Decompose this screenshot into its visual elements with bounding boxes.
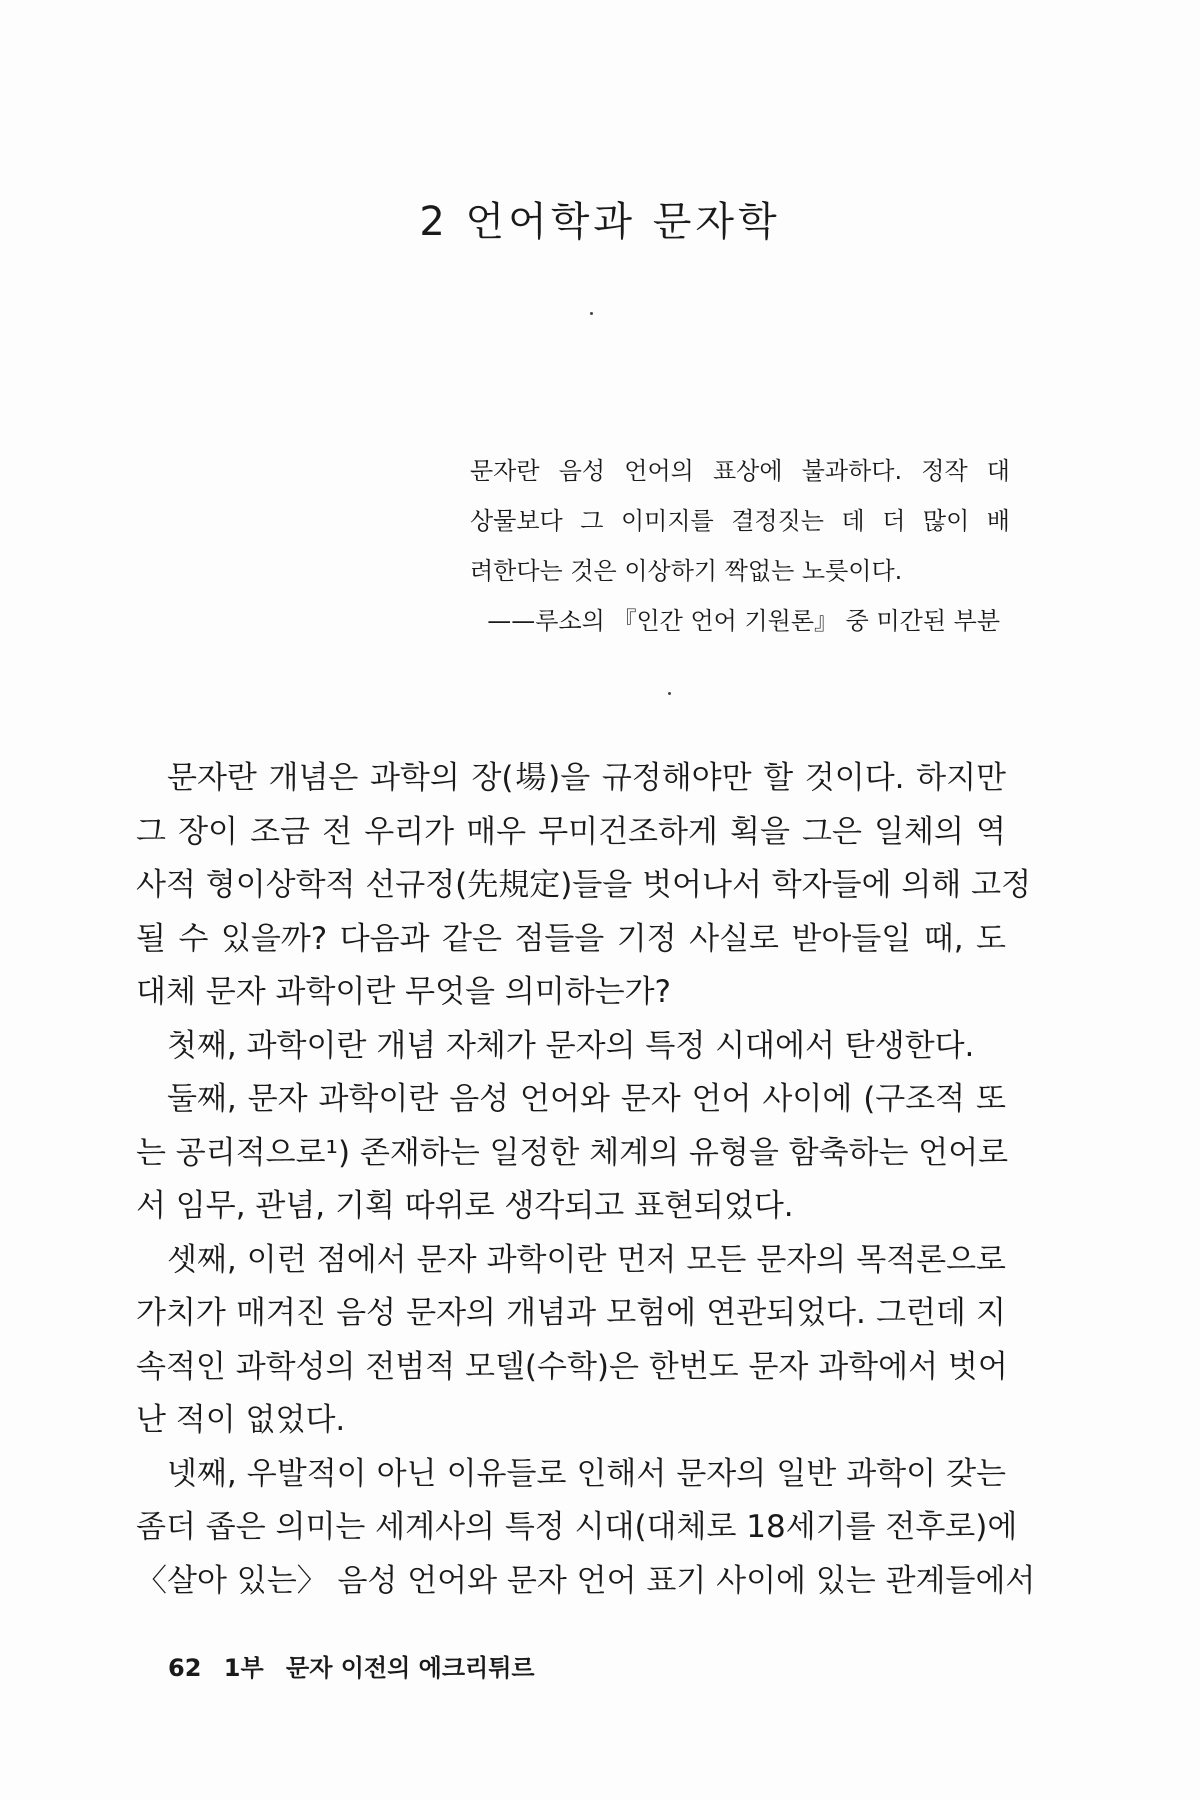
body-line: 는 공리적으로¹) 존재하는 일정한 체계의 유형을 함축하는 언어로 xyxy=(136,1134,1009,1171)
body-line: 서 임무, 관념, 기획 따위로 생각되고 표현되었다. xyxy=(136,1188,794,1224)
decorative-dot xyxy=(590,312,593,315)
epigraph-line: 문자란 음성 언어의 표상에 불과하다. 정작 대 xyxy=(470,457,1010,485)
body-line: 좀더 좁은 의미는 세계사의 특정 시대(대체로 18세기를 전후로)에 xyxy=(136,1509,1018,1545)
decorative-dot xyxy=(668,692,671,695)
body-line: 가치가 매겨진 음성 문자의 개념과 모험에 연관되었다. 그런데 지 xyxy=(136,1295,1006,1331)
body-line: 될 수 있을까? 다음과 같은 점들을 기정 사실로 받아들일 때, 도 xyxy=(136,920,1006,957)
body-line: 난 적이 없었다. xyxy=(136,1402,346,1438)
chapter-title: 2 언어학과 문자학 xyxy=(419,199,781,245)
body-line: 〈살아 있는〉 음성 언어와 문자 언어 표기 사이에 있는 관계들에서 xyxy=(136,1562,1036,1599)
body-line: 속적인 과학성의 전범적 모델(수학)은 한번도 문자 과학에서 벗어 xyxy=(136,1348,1008,1385)
body-line: 첫째, 과학이란 개념 자체가 문자의 특정 시대에서 탄생한다. xyxy=(167,1027,975,1064)
epigraph-attribution: ——루소의 『인간 언어 기원론』 중 미간된 부분 xyxy=(487,607,1000,635)
body-line: 대체 문자 과학이란 무엇을 의미하는가? xyxy=(136,974,672,1010)
part-label: 1부 xyxy=(223,1654,264,1682)
body-line: 넷째, 우발적이 아닌 이유들로 인해서 문자의 일반 과학이 갖는 xyxy=(167,1455,1006,1492)
body-line: 셋째, 이런 점에서 문자 과학이란 먼저 모든 문자의 목적론으로 xyxy=(167,1241,1006,1278)
body-line: 사적 형이상학적 선규정(先規定)들을 벗어나서 학자들에 의해 고정 xyxy=(136,867,1032,903)
epigraph-line: 려한다는 것은 이상하기 짝없는 노릇이다. xyxy=(470,557,903,585)
part-title: 문자 이전의 에크리튀르 xyxy=(286,1654,535,1682)
body-line: 그 장이 조금 전 우리가 매우 무미건조하게 획을 그은 일체의 역 xyxy=(136,813,1006,850)
body-text xyxy=(136,752,1036,1608)
page-footer xyxy=(168,1648,549,1683)
epigraph xyxy=(470,446,1010,646)
body-line: 문자란 개념은 과학의 장(場)을 규정해야만 할 것이다. 하지만 xyxy=(167,760,1006,796)
body-line: 둘째, 문자 과학이란 음성 언어와 문자 언어 사이에 (구조적 또 xyxy=(167,1081,1006,1117)
page-number: 62 xyxy=(168,1654,202,1682)
epigraph-line: 상물보다 그 이미지를 결정짓는 데 더 많이 배 xyxy=(470,507,1010,535)
